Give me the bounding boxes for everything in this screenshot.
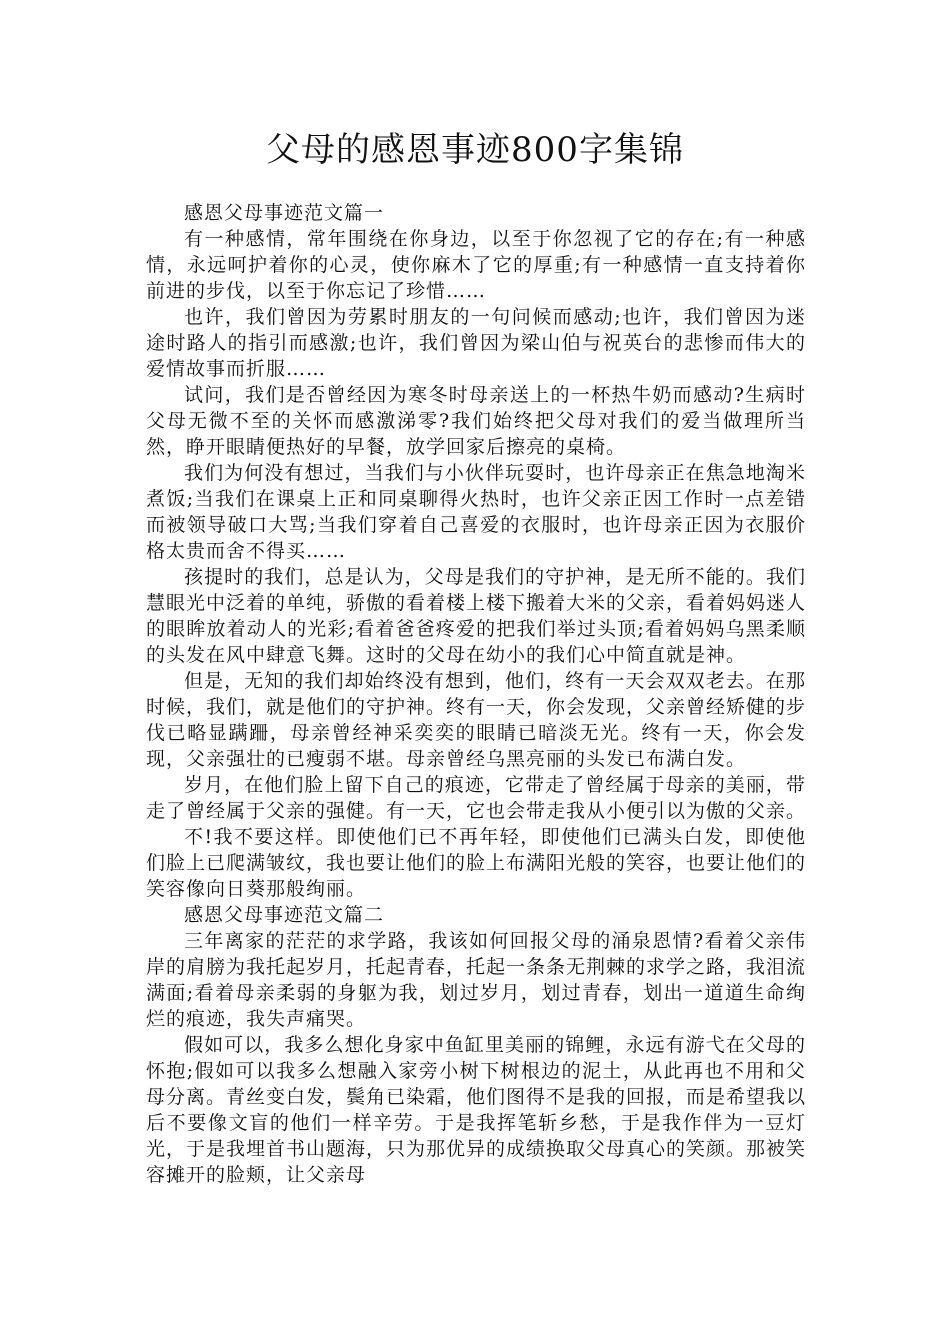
section-heading: 感恩父母事迹范文篇一 <box>184 202 385 224</box>
paragraph: 有一种感情，常年围绕在你身边，以至于你忽视了它的存在;有一种感情，永远呵护着你的心灵，使你麻木了它的厚重;有一种感情一直支持着你前进的步伐，以至于你忘记了珍惜…… <box>146 228 806 302</box>
paragraph: 三年离家的茫茫的求学路，我该如何回报父母的涌泉恩情?看着父亲伟岸的肩膀为我托起岁月，托起青春，托起一条条无荆棘的求学之路，我泪流满面;看着母亲柔弱的身躯为我，划过岁月，划过青春，划出一道道生命绚烂的痕迹，我失声痛哭。 <box>146 930 807 1030</box>
section-heading: 感恩父母事迹范文篇二 <box>184 904 385 926</box>
paragraph: 不!我不要这样。即使他们已不再年轻，即使他们已满头白发，即使他们脸上已爬满皱纹，我也要让他们的脸上布满阳光般的笑容，也要让他们的笑容像向日葵那般绚丽。 <box>146 826 807 900</box>
document-title: 父母的感恩事迹800字集锦 <box>266 130 684 170</box>
paragraph: 我们为何没有想过，当我们与小伙伴玩耍时，也许母亲正在焦急地淘米煮饭;当我们在课桌上正和同桌聊得火热时，也许父亲正因工作时一点差错而被领导破口大骂;当我们穿着自己喜爱的衣服时，也许母亲正因为衣服价格太贵而舍不得买…… <box>146 462 806 562</box>
paragraph: 孩提时的我们，总是认为，父母是我们的守护神，是无所不能的。我们慧眼光中泛着的单纯，骄傲的看着楼上楼下搬着大米的父亲，看着妈妈迷人的眼眸放着动人的光彩;看着爸爸疼爱的把我们举过头顶;看着妈妈乌黑柔顺的头发在风中肆意飞舞。这时的父母在幼小的我们心中简直就是神。 <box>146 566 807 666</box>
paragraph: 假如可以，我多么想化身家中鱼缸里美丽的锦鲤，永远有游弋在父母的怀抱;假如可以我多么想融入家旁小树下树根边的泥土，从此再也不用和父母分离。青丝变白发，鬓角已染霜，他们图得不是我的回报，而是希望我以后不要像文盲的他们一样辛劳。于是我挥笔斩乡愁，于是我作伴为一豆灯光，于是我埋首书山题海，只为那优异的成绩换取父母真心的笑颜。那被笑容摊开的脸颊，让父亲母 <box>146 1034 807 1186</box>
paragraph: 试问，我们是否曾经因为寒冬时母亲送上的一杯热牛奶而感动?生病时父母无微不至的关怀而感激涕零?我们始终把父母对我们的爱当做理所当然，睁开眼睛便热好的早餐，放学回家后擦亮的桌椅。 <box>146 384 806 458</box>
paragraph: 但是，无知的我们却始终没有想到，他们，终有一天会双双老去。在那时候，我们，就是他们的守护神。终有一天，你会发现，父亲曾经矫健的步伐已略显蹒跚，母亲曾经神采奕奕的眼睛已暗淡无光。终有一天，你会发现，父亲强壮的已瘦弱不堪。母亲曾经乌黑亮丽的头发已布满白发。 <box>146 670 807 770</box>
document-body <box>146 200 806 1188</box>
paragraph: 也许，我们曾因为劳累时朋友的一句问候而感动;也许，我们曾因为迷途时路人的指引而感激;也许，我们曾因为梁山伯与祝英台的悲惨而伟大的爱情故事而折服…… <box>146 306 806 380</box>
paragraph: 岁月，在他们脸上留下自己的痕迹，它带走了曾经属于母亲的美丽，带走了曾经属于父亲的强健。有一天，它也会带走我从小便引以为傲的父亲。 <box>146 774 807 822</box>
